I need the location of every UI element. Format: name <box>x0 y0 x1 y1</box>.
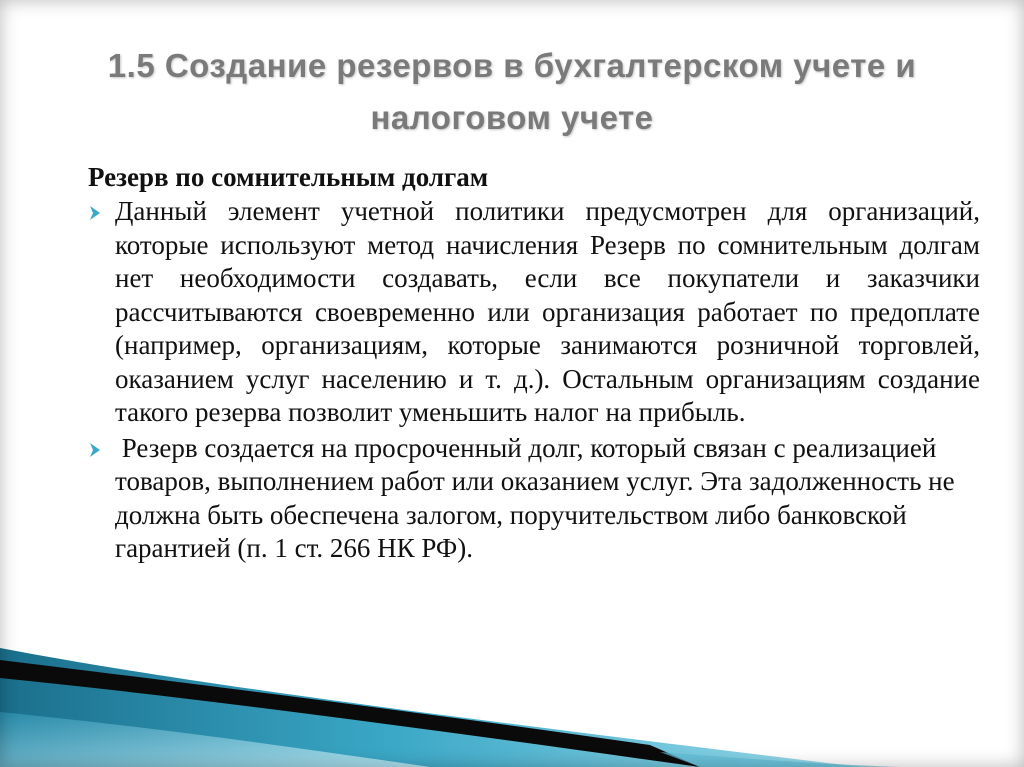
chevron-right-icon <box>88 205 102 221</box>
bullet-text-2: Резерв создается на просроченный долг, который связан с реализацией товаров, выполнением работ или оказанием услуг. Эта задолженность не должна быть обеспечена залогом, поручительством либо банковской гарантией (п. 1 ст. 266 НК РФ). <box>115 432 962 563</box>
bullet-text-1: Данный элемент учетной политики предусмотрен для организаций, которые используют метод начисления Резерв по сомнительным долгам нет необходимости создавать, если все покупатели и заказчики рассчитываются своевременно или организация работает по предоплате (например, организациям, которые занимаются розничной торговлей, оказанием услуг населению и т. д.). Остальным организациям создание такого резерва позволит уменьшить налог на прибыль. <box>115 196 980 427</box>
title-line-2: налоговом учете <box>370 99 654 136</box>
slide-title <box>60 40 964 144</box>
bullet-item-2 <box>88 432 980 566</box>
chevron-right-icon <box>88 442 102 458</box>
title-line-1: 1.5 Создание резервов в бухгалтерском учете и <box>107 47 917 84</box>
slide-content <box>88 160 980 566</box>
bullet-item-1 <box>88 195 980 430</box>
section-heading: Резерв по сомнительным долгам <box>88 162 489 192</box>
